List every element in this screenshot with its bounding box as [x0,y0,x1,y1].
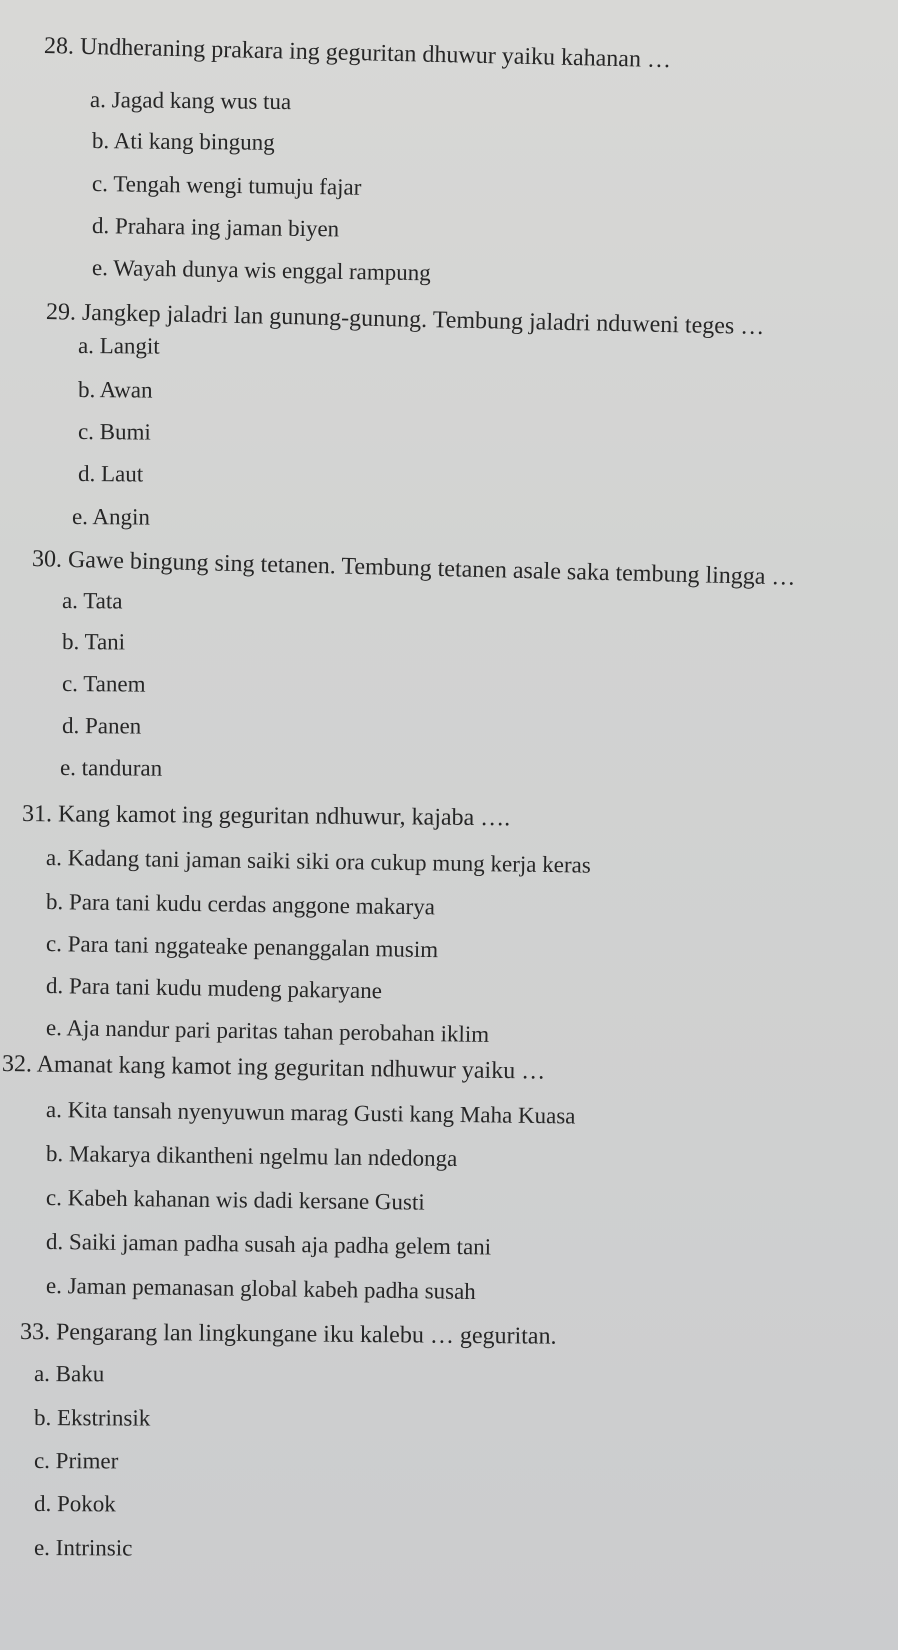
option-30e: e. tanduran [59,755,163,781]
option-31e: e. Aja nandur pari paritas tahan perobahan iklim [45,1015,490,1047]
option-32c: c. Kabeh kahanan wis dadi kersane Gusti [45,1185,425,1215]
option-29b: b. Awan [77,377,153,403]
option-31d: d. Para tani kudu mudeng pakaryane [45,973,383,1004]
option-33a: a. Baku [33,1361,105,1387]
option-31b: b. Para tani kudu cerdas anggone makarya [45,889,436,920]
option-33e: e. Intrinsic [33,1535,133,1561]
option-28d: d. Prahara ing jaman biyen [91,213,340,242]
option-30d: d. Panen [61,713,142,739]
option-32d: d. Saiki jaman padha susah aja padha gelem tani [45,1229,492,1260]
option-32a: a. Kita tansah nyenyuwun marag Gusti kang Maha Kuasa [45,1097,576,1129]
option-28c: c. Tengah wengi tumuju fajar [91,171,362,200]
option-33d: d. Pokok [33,1491,116,1517]
option-33c: c. Primer [33,1448,119,1474]
question-31: 31. Kang kamot ing geguritan ndhuwur, kajaba …. [21,801,511,832]
question-29: 29. Jangkep jaladri lan gunung-gunung. Tembung jaladri nduweni teges … [45,299,765,341]
option-29d: d. Laut [77,461,144,487]
question-28: 28. Undheraning prakara ing geguritan dhuwur yaiku kahanan … [43,33,672,74]
option-28a: a. Jagad kang wus tua [89,87,292,115]
question-33: 33. Pengarang lan lingkungane iku kalebu … geguritan. [19,1319,557,1350]
option-28e: e. Wayah dunya wis enggal rampung [91,255,431,286]
option-30a: a. Tata [61,588,123,614]
option-29c: c. Bumi [77,419,151,445]
option-28b: b. Ati kang bingung [91,128,275,155]
option-31a: a. Kadang tani jaman saiki siki ora cukup mung kerja keras [45,845,591,878]
option-29a: a. Langit [77,333,160,359]
option-33b: b. Ekstrinsik [33,1405,151,1431]
option-31c: c. Para tani nggateake penanggalan musim [45,931,439,963]
option-30c: c. Tanem [61,671,146,697]
option-30b: b. Tani [61,629,126,655]
question-32: 32. Amanat kang kamot ing geguritan ndhuwur yaiku … [1,1051,546,1085]
option-32e: e. Jaman pemanasan global kabeh padha susah [45,1273,476,1305]
question-30: 30. Gawe bingung sing tetanen. Tembung tetanen asale saka tembung lingga … [31,546,796,591]
option-32b: b. Makarya dikantheni ngelmu lan ndedonga [45,1141,458,1172]
option-29e: e. Angin [71,504,151,530]
